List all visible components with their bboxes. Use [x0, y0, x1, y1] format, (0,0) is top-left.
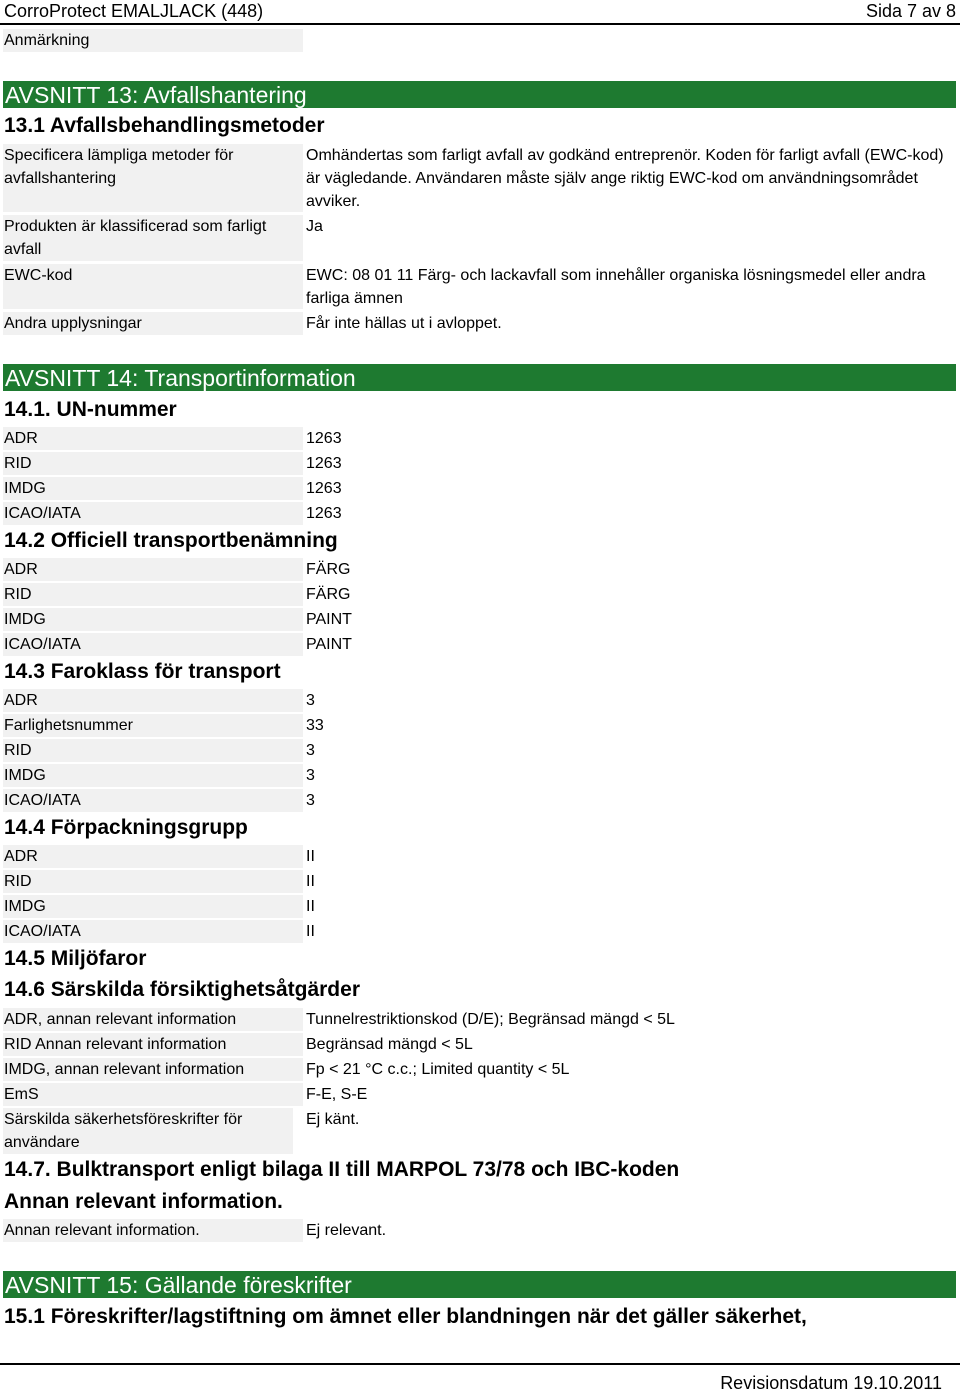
- row-value: 1263: [306, 430, 342, 447]
- row-label: IMDG, annan relevant information: [3, 1058, 303, 1081]
- header-divider: [0, 23, 960, 25]
- section-14-7-heading: 14.7. Bulktransport enligt bilaga II till MARPOL 73/78 och IBC-koden: [4, 1158, 680, 1181]
- row-value: 1263: [306, 455, 342, 472]
- row-value: Fp < 21 °C c.c.; Limited quantity < 5L: [306, 1061, 570, 1078]
- row-value: 3: [306, 767, 315, 784]
- section-13-title: AVSNITT 13: Avfallshantering: [3, 81, 956, 108]
- row-label: ADR: [3, 558, 303, 581]
- row-value: Ja: [306, 218, 323, 235]
- section-14-6-heading: 14.6 Särskilda försiktighetsåtgärder: [4, 978, 360, 1001]
- row-label: RID: [3, 452, 303, 475]
- row-label: ADR, annan relevant information: [3, 1008, 303, 1031]
- row-value: 3: [306, 692, 315, 709]
- row-value: PAINT: [306, 636, 352, 653]
- other-info-heading: Annan relevant information.: [4, 1190, 283, 1213]
- row-value: 3: [306, 792, 315, 809]
- row-label: Produkten är klassificerad som farligt avfall: [3, 215, 303, 261]
- row-value: 1263: [306, 505, 342, 522]
- row-label: ADR: [3, 427, 303, 450]
- row-value: Omhändertas som farligt avfall av godkänd entreprenör. Koden för farligt avfall (EWC-kod) är vägledande. Användaren måste själv ange riktig EWC-kod om användningsområdet avviker.: [306, 147, 944, 210]
- row-label: ICAO/IATA: [3, 789, 303, 812]
- row-label: ADR: [3, 845, 303, 868]
- row-label: IMDG: [3, 477, 303, 500]
- row-value: 33: [306, 717, 324, 734]
- row-label: EmS: [3, 1083, 303, 1106]
- row-value: Tunnelrestriktionskod (D/E); Begränsad mängd < 5L: [306, 1011, 675, 1028]
- footer-divider: [0, 1363, 960, 1365]
- row-value: II: [306, 848, 315, 865]
- row-label: Andra upplysningar: [3, 312, 303, 335]
- row-label: RID: [3, 870, 303, 893]
- section-14-title: AVSNITT 14: Transportinformation: [3, 364, 956, 391]
- row-label: ICAO/IATA: [3, 920, 303, 943]
- row-value: FÄRG: [306, 561, 351, 578]
- row-label: ICAO/IATA: [3, 502, 303, 525]
- section-14-5-heading: 14.5 Miljöfaror: [4, 947, 147, 970]
- section-15-1-heading: 15.1 Föreskrifter/lagstiftning om ämnet eller blandningen när det gäller säkerhet,: [4, 1305, 807, 1328]
- row-label: IMDG: [3, 895, 303, 918]
- row-value: F-E, S-E: [306, 1086, 368, 1103]
- row-value: Ej relevant.: [306, 1222, 387, 1239]
- row-label: RID: [3, 739, 303, 762]
- section-15-title: AVSNITT 15: Gällande föreskrifter: [3, 1271, 956, 1298]
- row-label: RID Annan relevant information: [3, 1033, 303, 1056]
- row-value: Får inte hällas ut i avloppet.: [306, 315, 502, 332]
- row-label: ADR: [3, 689, 303, 712]
- row-value: FÄRG: [306, 586, 351, 603]
- row-value: II: [306, 923, 315, 940]
- row-label: EWC-kod: [3, 264, 303, 309]
- revision-date: Revisionsdatum 19.10.2011: [720, 1373, 942, 1393]
- row-label: Specificera lämpliga metoder för avfallshantering: [3, 144, 303, 212]
- row-label: IMDG: [3, 764, 303, 787]
- section-14-1-heading: 14.1. UN-nummer: [4, 398, 177, 421]
- row-label: IMDG: [3, 608, 303, 631]
- row-value: II: [306, 873, 315, 890]
- anmarkning-label: Anmärkning: [3, 29, 303, 52]
- section-14-3-heading: 14.3 Faroklass för transport: [4, 660, 281, 683]
- row-value: Begränsad mängd < 5L: [306, 1036, 473, 1053]
- row-value: PAINT: [306, 611, 352, 628]
- row-label: RID: [3, 583, 303, 606]
- row-value: Ej känt.: [306, 1111, 360, 1128]
- row-label: ICAO/IATA: [3, 633, 303, 656]
- section-13-1-heading: 13.1 Avfallsbehandlingsmetoder: [4, 114, 325, 137]
- row-label: Farlighetsnummer: [3, 714, 303, 737]
- row-value: 1263: [306, 480, 342, 497]
- document-title: CorroProtect EMALJLACK (448): [4, 1, 264, 21]
- section-14-2-heading: 14.2 Officiell transportbenämning: [4, 529, 338, 552]
- row-label: Särskilda säkerhetsföreskrifter för användare: [3, 1108, 293, 1154]
- row-value: II: [306, 898, 315, 915]
- section-14-4-heading: 14.4 Förpackningsgrupp: [4, 816, 248, 839]
- row-label: Annan relevant information.: [3, 1219, 303, 1242]
- row-value: EWC: 08 01 11 Färg- och lackavfall som innehåller organiska lösningsmedel eller andra farliga ämnen: [306, 267, 926, 307]
- page-number: Sida 7 av 8: [865, 1, 956, 21]
- row-value: 3: [306, 742, 315, 759]
